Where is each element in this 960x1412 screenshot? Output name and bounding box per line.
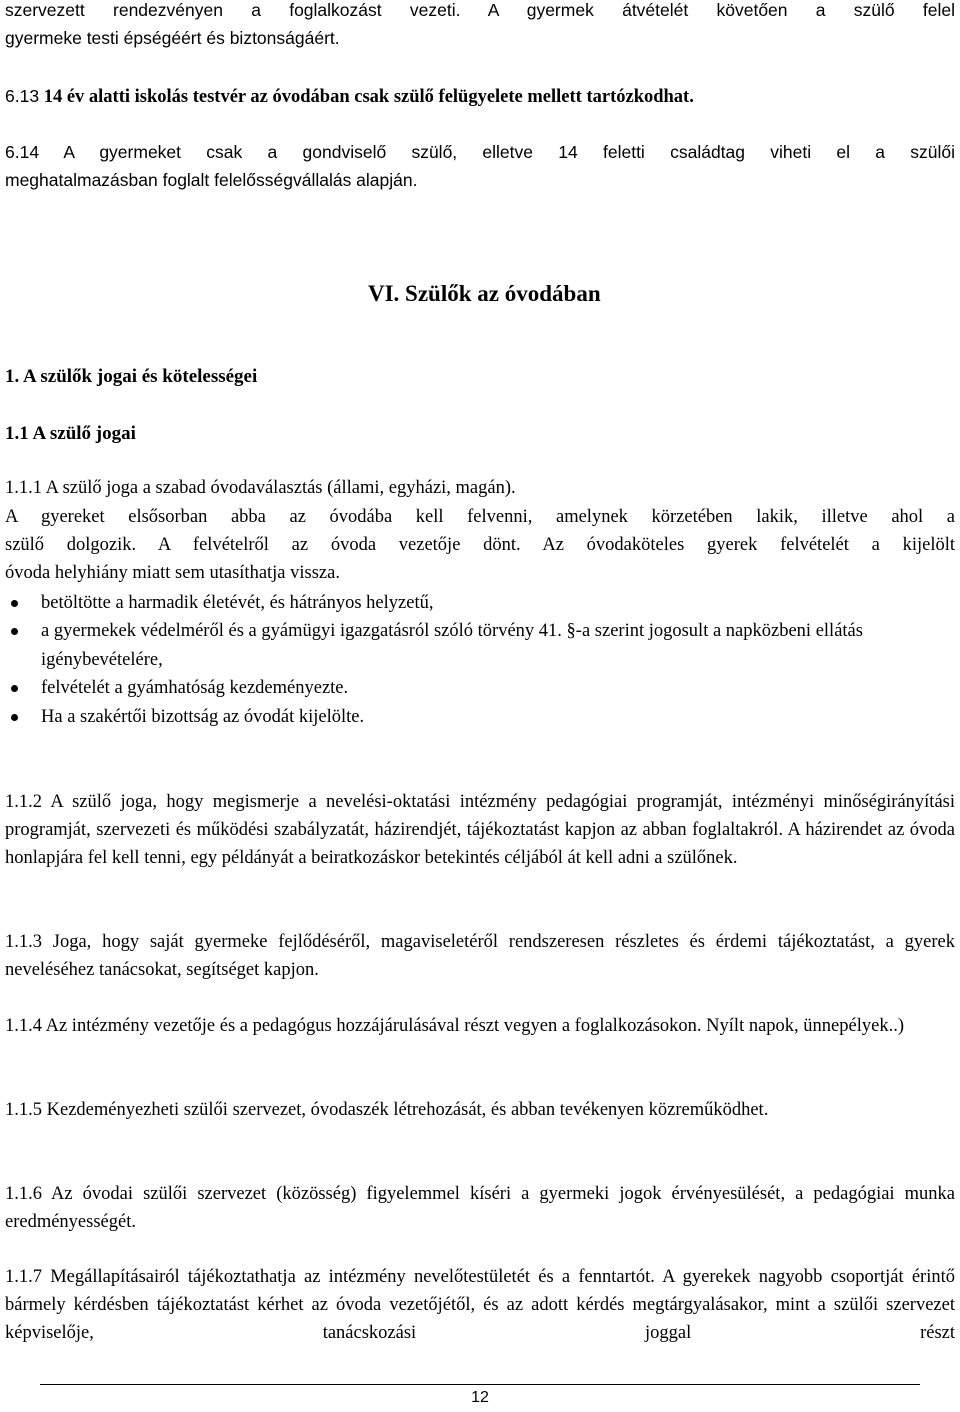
para-1-1-2: 1.1.2 A szülő joga, hogy megismerje a nevelési-oktatási intézmény pedagógiai programját, intézményi minőségirányítási programját, szervezeti és működési szabályzatát, házirendjét, tájékoztatást kapjon az abban foglaltakról. A házirendet az óvoda honlapjára fel kell tenni, egy példányát a beiratkozáskor betekintés céljából át kell adni a szülőnek. bbox=[5, 792, 955, 868]
bullet-item: betöltötte a harmadik életévét, és hátrányos helyzetű, bbox=[5, 589, 955, 617]
para-1-1-3: 1.1.3 Joga, hogy saját gyermeke fejlődéséről, magaviseletéről rendszeresen részletes és érdemi tájékoztatást, a gyerek neveléséhez tanácsokat, segítséget kapjon. bbox=[5, 932, 955, 980]
chapter-title: VI. Szülők az óvodában bbox=[368, 281, 601, 306]
para-1-1-1-line-2: A gyereket elsősorban abba az óvodába kell felvenni, amelynek körzetében lakik, illetve ahol a bbox=[5, 507, 955, 527]
para-1-1-5: 1.1.5 Kezdeményezheti szülői szervezet, óvodaszék létrehozását, és abban tevékenyen közreműködhet. bbox=[5, 1100, 769, 1120]
intro-line-2: gyermeke testi épségéért és biztonságáért. bbox=[5, 28, 340, 48]
para-1-1-6: 1.1.6 Az óvodai szülői szervezet (közösség) figyelemmel kíséri a gyermeki jogok érvényesülését, a pedagógiai munka eredményességét. bbox=[5, 1184, 955, 1232]
para-1-1-7: 1.1.7 Megállapításairól tájékoztathatja az intézmény nevelőtestületét és a fenntartót. A gyerekek nagyobb csoportját érintő bármely kérdésben tájékoztatást kérhet az óvoda vezetőjétől, és az adott kérdés megtárgyalásakor, mint a szülői szervezet képviselője, tanácskozási joggal részt bbox=[5, 1267, 955, 1343]
section-title-1: 1. A szülők jogai és kötelességei bbox=[5, 366, 258, 387]
item-6-13 bbox=[5, 82, 955, 111]
item-6-13-number: 6.13 bbox=[5, 86, 40, 106]
page-number: 12 bbox=[471, 1389, 489, 1406]
para-1-1-4: 1.1.4 Az intézmény vezetője és a pedagógus hozzájárulásával részt vegyen a foglalkozásokon. Nyílt napok, ünnepélyek..) bbox=[5, 1016, 904, 1036]
footer-divider bbox=[40, 1384, 920, 1385]
para-1-1-1-line-3: szülő dolgozik. A felvételről az óvoda vezetője dönt. Az óvodaköteles gyerek felvételét a kijelölt bbox=[5, 535, 955, 555]
bullet-item: felvételét a gyámhatóság kezdeményezte. bbox=[5, 674, 955, 702]
para-1-1-1-line-1: 1.1.1 A szülő joga a szabad óvodaválasztás (állami, egyházi, magán). bbox=[5, 478, 516, 498]
item-6-13-text: 14 év alatti iskolás testvér az óvodában csak szülő felügyelete mellett tartózkodhat. bbox=[39, 87, 694, 107]
eligibility-bullet-list bbox=[5, 589, 955, 731]
section-title-1-1: 1.1 A szülő jogai bbox=[5, 423, 136, 444]
item-6-14-line-1: 6.14 A gyermeket csak a gondviselő szülő, elletve 14 feletti családtag viheti el a szülői bbox=[5, 142, 955, 162]
item-6-14-line-2: meghatalmazásban foglalt felelősségvállalás alapján. bbox=[5, 170, 418, 190]
bullet-item: a gyermekek védelméről és a gyámügyi igazgatásról szóló törvény 41. §-a szerint jogosult a napközbeni ellátás igénybevételére, bbox=[5, 617, 955, 674]
intro-line-1: szervezett rendezvényen a foglalkozást vezeti. A gyermek átvételét követően a szülő felel bbox=[5, 0, 955, 20]
bullet-item: Ha a szakértői bizottság az óvodát kijelölte. bbox=[5, 703, 955, 731]
para-1-1-1-line-4: óvoda helyhiány miatt sem utasíthatja vissza. bbox=[5, 563, 340, 583]
